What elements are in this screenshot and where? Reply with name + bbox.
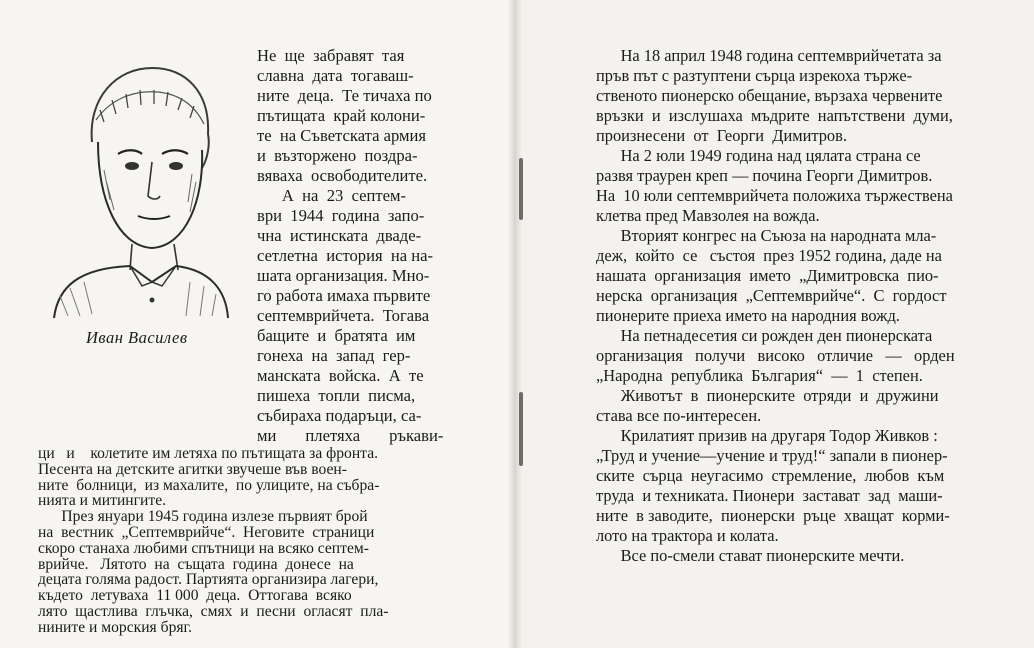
text-line: бащите и братята им: [257, 326, 416, 345]
text-line: пишеха топли писма,: [257, 386, 416, 405]
text-line: пътищата край колони-: [257, 106, 426, 125]
text-line: ните деца. Те тичаха по: [257, 86, 432, 105]
text-line: нията и митингите.: [38, 492, 167, 510]
text-line: събираха подаръци, са-: [257, 406, 422, 425]
text-line: А на 23 септем-: [257, 186, 407, 205]
text-line: организация получи високо отличие — орден: [596, 346, 955, 365]
text-line: гонеха на запад гер-: [257, 346, 411, 365]
text-line: и възторжено поздра-: [257, 146, 418, 165]
text-line: го работа имаха първите: [257, 286, 431, 305]
text-line: вяваха освободителите.: [257, 166, 428, 185]
left-page: [0, 0, 514, 648]
text-line: През януари 1945 година излезе първият брой: [38, 508, 368, 526]
text-line: нерска организация „Септемврийче“. С гордост: [596, 286, 947, 305]
text-line: манската войска. А те: [257, 366, 424, 385]
text-line: Животът в пионерските отряди и дружини: [596, 386, 939, 405]
text-line: На петнадесетия си рожден ден пионерската: [596, 326, 933, 345]
text-line: ственото пионерско обещание, вързаха червените: [596, 86, 943, 105]
text-line: Вторият конгрес на Съюза на народната мла-: [596, 226, 937, 245]
text-line: става все по-интересен.: [596, 406, 762, 425]
portrait-caption: Иван Василев: [86, 328, 188, 347]
portrait-drawing: [40, 50, 230, 320]
text-line: труда и техниката. Пионери застават зад маши-: [596, 486, 943, 505]
text-line: лято щастлива глъчка, смях и песни огласят пла-: [38, 603, 389, 620]
text-line: произнесени от Георги Димитров.: [596, 126, 847, 145]
text-line: те на Съветската армия: [257, 126, 427, 145]
text-line: деж, който се състоя през 1952 година, даде на: [596, 246, 942, 265]
text-line: На 2 юли 1949 година над цялата страна се: [596, 146, 921, 165]
text-line: нините и морския бряг.: [38, 618, 193, 636]
text-line: „Труд и учение—учение и труд!“ запали в пионер-: [596, 446, 948, 465]
text-line: ните в заводите, пионерски ръце хващат корми-: [596, 506, 950, 525]
text-line: скоро станаха любими спътници на всяко септем-: [38, 539, 369, 557]
text-line: шата организация. Мно-: [257, 266, 430, 285]
text-line: клетва пред Мавзолея на вожда.: [596, 206, 820, 225]
text-line: ци и колетите им летяха по пътищата за фронта.: [38, 445, 379, 462]
text-line: „Народна република България“ — 1 степен.: [596, 366, 923, 385]
text-line: славна дата тогаваш-: [257, 66, 414, 85]
text-line: ните болници, из махалите, по улиците, на събра-: [38, 476, 380, 494]
text-line: връзки и изслушаха мъдрите напътствени думи,: [596, 106, 953, 125]
text-line: Не ще забравят тая: [257, 46, 405, 65]
text-line: децата голяма радост. Партията организира лагери,: [38, 571, 379, 589]
text-line: сетлетна история на на-: [257, 246, 434, 265]
text-line: пионерите приеха името на народния вожд.: [596, 306, 900, 325]
text-line: Песента на детските агитки звучеше във воен-: [38, 460, 347, 478]
text-line: пръв път с разтуптени сърца изрекоха тържe-: [596, 66, 913, 85]
text-line: лото на трактора и колата.: [596, 526, 779, 545]
text-line: Крилатият призив на другаря Тодор Живков :: [596, 426, 938, 445]
text-line: където летуваха 11 000 деца. Оттогава всяко: [38, 587, 352, 605]
text-line: На 18 април 1948 година септемврийчетата за: [596, 46, 942, 65]
text-line: на вестник „Септемврийче“. Неговите страници: [38, 524, 375, 541]
text-line: развя траурен креп — почина Георги Димитров.: [596, 166, 933, 185]
text-line: нашата организация името „Димитровска пио-: [596, 266, 939, 285]
text-line: ври 1944 година запо-: [257, 206, 425, 225]
text-line: врийче. Лятото на същата година донесе на: [38, 555, 354, 573]
text-line: На 10 юли септемврийчета положиха тържествена: [596, 186, 953, 205]
text-line: Все по-смели стават пионерските мечти.: [596, 546, 905, 565]
text-line: септемврийчета. Тогава: [257, 306, 430, 325]
text-line: чна истинската дваде-: [257, 226, 422, 245]
text-line: ми плетяха ръкави-: [257, 426, 444, 445]
text-line: ските сърца неугасимо стремление, любов към: [596, 466, 945, 485]
